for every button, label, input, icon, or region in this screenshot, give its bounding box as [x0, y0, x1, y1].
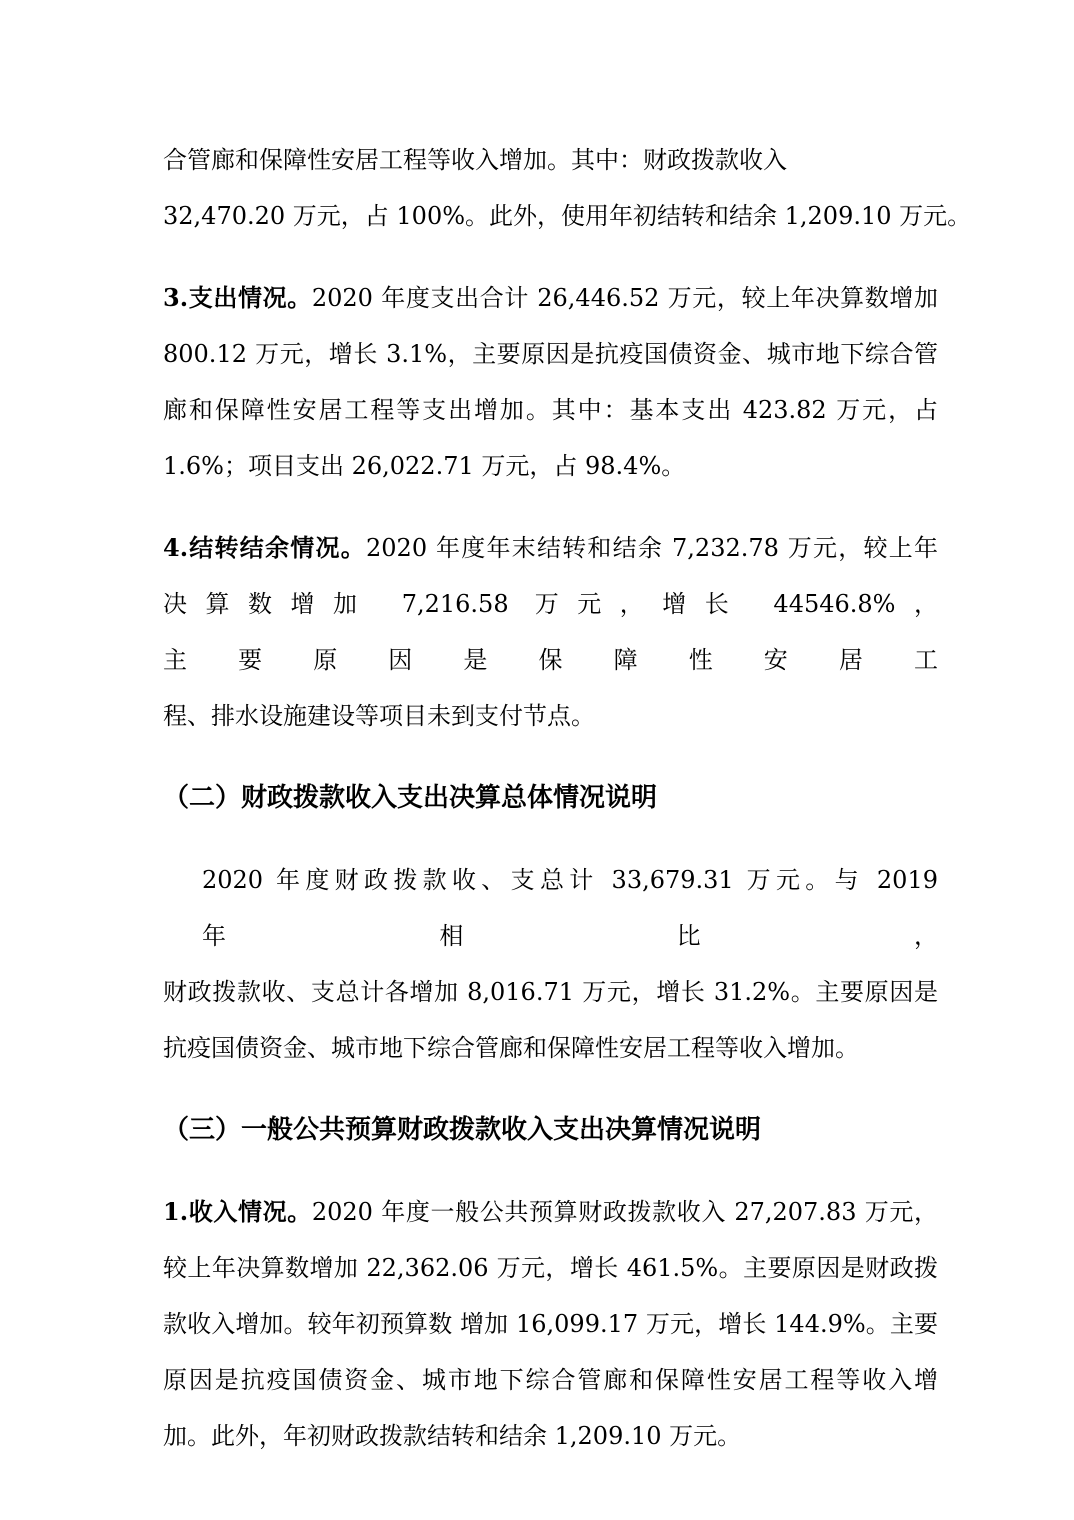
paragraph-income	[163, 1184, 938, 1464]
text-line: 款收入增加。较年初预算数 增加 16,099.17 万元，增长 144.9%。主要	[163, 1310, 938, 1338]
heading-text: （二）财政拨款收入支出决算总体情况说明	[163, 783, 658, 813]
text-line: 较上年决算数增加 22,362.06 万元，增长 461.5%。主要原因是财政拨	[163, 1254, 938, 1282]
text-line: 1.6%；项目支出 26,022.71 万元，占 98.4%。	[163, 452, 686, 480]
paragraph-number-label: 1.收入情况。	[163, 1197, 312, 1226]
paragraph-carryover-income	[163, 132, 972, 244]
text-line: 廊和保障性安居工程等支出增加。其中：基本支出 423.82 万元，占	[163, 396, 938, 424]
text-line: 4.结转结余情况。2020 年度年末结转和结余 7,232.78 万元，较上年	[163, 533, 938, 562]
text-line: 决算数增加 7,216.58 万元，增长 44546.8%，主要原因是保障性安居工	[163, 590, 938, 674]
paragraph-number-label: 3.支出情况。	[163, 283, 312, 312]
text-line: 3.支出情况。2020 年度支出合计 26,446.52 万元，较上年决算数增加	[163, 283, 938, 312]
text-line: 加。此外，年初财政拨款结转和结余 1,209.10 万元。	[163, 1422, 742, 1450]
paragraph-expenditure	[163, 270, 938, 494]
text-line: 抗疫国债资金、城市地下综合管廊和保障性安居工程等收入增加。	[163, 1034, 859, 1062]
text-line: 程、排水设施建设等项目未到支付节点。	[163, 702, 595, 730]
heading-text: （三）一般公共预算财政拨款收入支出决算情况说明	[163, 1115, 762, 1145]
text-line: 原因是抗疫国债资金、城市地下综合管廊和保障性安居工程等收入增	[163, 1366, 938, 1394]
text-line: 合管廊和保障性安居工程等收入增加。其中：财政拨款收入	[163, 146, 787, 174]
text-line: 800.12 万元，增长 3.1%，主要原因是抗疫国债资金、城市地下综合管	[163, 340, 938, 368]
text-line: 32,470.20 万元，占 100%。此外，使用年初结转和结余 1,209.10 万元。	[163, 202, 972, 230]
section-heading-2	[163, 770, 938, 826]
text-line: 2020 年度财政拨款收、支总计 33,679.31 万元。与 2019 年相比，	[202, 866, 938, 950]
text-line: 财政拨款收、支总计各增加 8,016.71 万元，增长 31.2%。主要原因是	[163, 978, 938, 1006]
document-content	[163, 132, 972, 1464]
paragraph-fiscal-total	[163, 852, 938, 1076]
text-line: 1.收入情况。2020 年度一般公共预算财政拨款收入 27,207.83 万元，	[163, 1197, 938, 1226]
paragraph-carryover-balance	[163, 520, 938, 744]
paragraph-number-label: 4.结转结余情况。	[163, 533, 367, 562]
section-heading-3	[163, 1102, 938, 1158]
